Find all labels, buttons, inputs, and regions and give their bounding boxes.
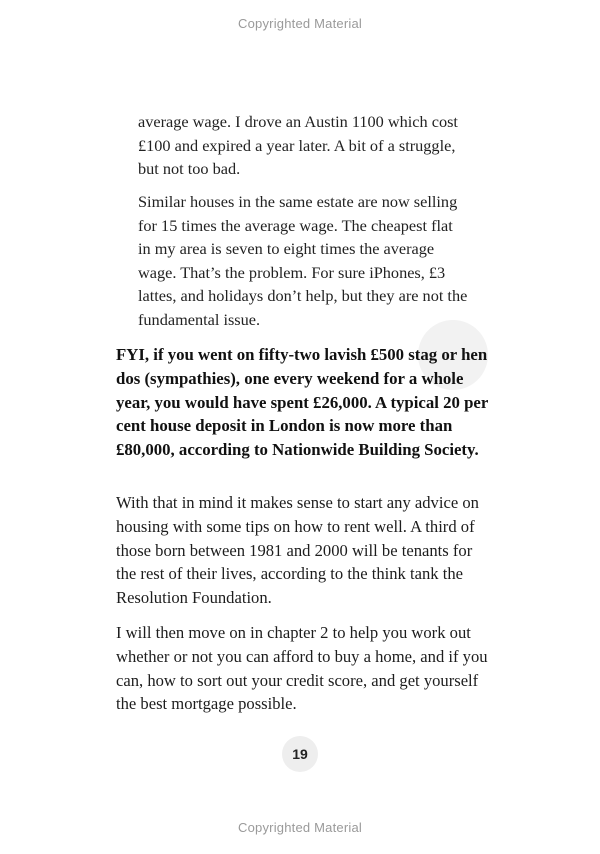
copyright-watermark-bottom: Copyrighted Material	[238, 820, 362, 835]
quote-block-2	[138, 190, 468, 332]
copyright-watermark-top: Copyrighted Material	[238, 16, 362, 31]
quote-paragraph-2: Similar houses in the same estate are now selling for 15 times the average wage. The cheapest flat in my area is seven to eight times the average wage. That’s the problem. For sure iPhones, £3 lattes, and holidays don’t help, but they are not the fundamental issue.	[138, 192, 468, 329]
body-paragraph-renting: With that in mind it makes sense to start any advice on housing with some tips on how to rent well. A third of those born between 1981 and 2000 will be tenants for the rest of their lives, according to the think tank the Resolution Foundation.	[116, 493, 479, 608]
quote-block-1	[138, 110, 468, 181]
body-paragraph-chapter-2: I will then move on in chapter 2 to help you work out whether or not you can afford to buy a home, and if you can, how to sort out your credit score, and get yourself the best mortgage possible.	[116, 623, 488, 714]
quote-paragraph-1: average wage. I drove an Austin 1100 which cost £100 and expired a year later. A bit of a struggle, but not too bad.	[138, 112, 458, 179]
fyi-callout: FYI, if you went on fifty-two lavish £500 stag or hen dos (sympathies), one every weekend for a whole year, you would have spent £26,000. A typical 20 per cent house deposit in London is now more than £80,000, according to Nationwide Building Society.	[116, 345, 489, 460]
page-number: 19	[282, 736, 318, 772]
